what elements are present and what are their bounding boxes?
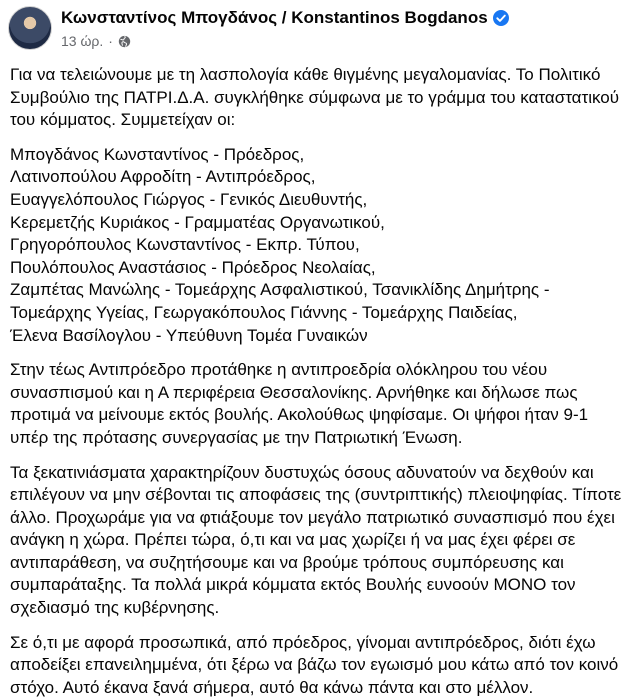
text-line: Σε ό,τι με αφορά προσωπικά, από πρόεδρος, γίνομαι αντιπρόεδρος, διότι έχω <box>10 632 596 652</box>
paragraph-5 <box>10 632 635 699</box>
verified-badge-icon <box>493 10 509 26</box>
paragraph-2 <box>10 144 635 347</box>
text-line: Γρηγορόπουλος Κωνσταντίνος - Εκπρ. Τύπου, <box>10 235 360 255</box>
paragraph-1 <box>10 64 635 132</box>
text-line: αντιπαράθεση, να συζητήσουμε και να βρούμε τρόπους συμπόρευσης και <box>10 552 564 572</box>
post-subtitle <box>61 31 509 51</box>
text-line: Έλενα Βασίλογλου - Υπεύθυνη Τομέα Γυναικών <box>10 325 368 345</box>
post-header <box>8 6 509 56</box>
text-line: σχεδιασμό της κυβέρνησης. <box>10 598 220 618</box>
text-line: συμπαράταξης. Τα πολλά μικρά κόμματα εκτός Βουλής ευνοούν ΜΟΝΟ τον <box>10 575 576 595</box>
text-line: Μπογδάνος Κωνσταντίνος - Πρόεδρος, <box>10 144 305 164</box>
post-body <box>10 64 635 699</box>
text-line: ανάγκη η χώρα. Πρέπει τώρα, ό,τι και να μας χωρίζει ή να μας έχει φέρει σε <box>10 530 576 550</box>
paragraph-3 <box>10 359 635 449</box>
text-line: Ζαμπέτας Μανώλης - Τομεάρχης Ασφαλιστικού, Τσανικλίδης Δημήτρης - <box>10 280 550 300</box>
separator-dot: · <box>108 33 113 49</box>
text-line: υπέρ της πρότασης συνεργασίας με την Πατριωτική Ένωση. <box>10 427 463 447</box>
text-line: Ευαγγελόπουλος Γιώργος - Γενικός Διευθυντής, <box>10 189 368 209</box>
text-line: Στην τέως Αντιπρόεδρο προτάθηκε η αντιπροεδρία ολόκληρου του νέου <box>10 360 548 380</box>
text-line: του κόμματος. Συμμετείχαν οι: <box>10 110 236 130</box>
text-line: συνασπισμού και η Α περιφέρεια Θεσσαλονίκης. Αρνήθηκε και δήλωσε πως <box>10 382 578 402</box>
post-timestamp[interactable]: 13 ώρ. <box>61 33 104 49</box>
author-avatar[interactable] <box>8 6 52 50</box>
text-line: Λατινοπούλου Αφροδίτη - Αντιπρόεδρος, <box>10 167 316 187</box>
text-line: Κερεμετζής Κυριάκος - Γραμματέας Οργανωτικού, <box>10 212 385 232</box>
author-name[interactable]: Κωνσταντίνος Μπογδάνος / Konstantinos Bogdanos <box>61 8 488 27</box>
text-line: Τα ξεκατινιάσματα χαρακτηρίζουν δυστυχώς όσους αδυνατούν να δεχθούν και <box>10 462 594 482</box>
text-line: Τομεάρχης Υγείας, Γεωργακόπουλος Γιάννης - Τομεάρχης Παιδείας, <box>10 302 518 322</box>
text-line: άλλο. Προχωράμε για να φτιάξουμε τον μεγάλο πατριωτικό συνασπισμό που έχει <box>10 507 615 527</box>
text-line: Πουλόπουλος Αναστάσιος - Πρόεδρος Νεολαίας, <box>10 257 376 277</box>
text-line: αποδείξει επανειλημμένα, ότι ξέρω να βάζω τον εγωισμό μου κάτω από τον κοινό <box>10 655 619 675</box>
post-meta <box>61 7 509 51</box>
text-line: προτιμά να μείνουμε εκτός βουλής. Ακολούθως ψηφίσαμε. Οι ψήφοι ήταν 9-1 <box>10 405 589 425</box>
author-row <box>61 7 509 29</box>
text-line: Για να τελειώνουμε με τη λασπολογία κάθε θιγμένης μεγαλομανίας. Το Πολιτικό <box>10 65 601 84</box>
text-line: στόχο. Αυτό έκανα ξανά σήμερα, αυτό θα κάνω πάντα και στο μέλλον. <box>10 677 534 697</box>
text-line: Συμβούλιο της ΠΑΤΡΙ.Δ.Α. συγκλήθηκε σύμφωνα με το γράμμα του καταστατικού <box>10 87 620 107</box>
text-line: επιλέγουν να μην σέβονται τις αποφάσεις της (συντριπτικής) πλειοψηφίας. Τίποτε <box>10 485 622 505</box>
globe-icon[interactable] <box>118 35 131 48</box>
paragraph-4 <box>10 462 635 620</box>
